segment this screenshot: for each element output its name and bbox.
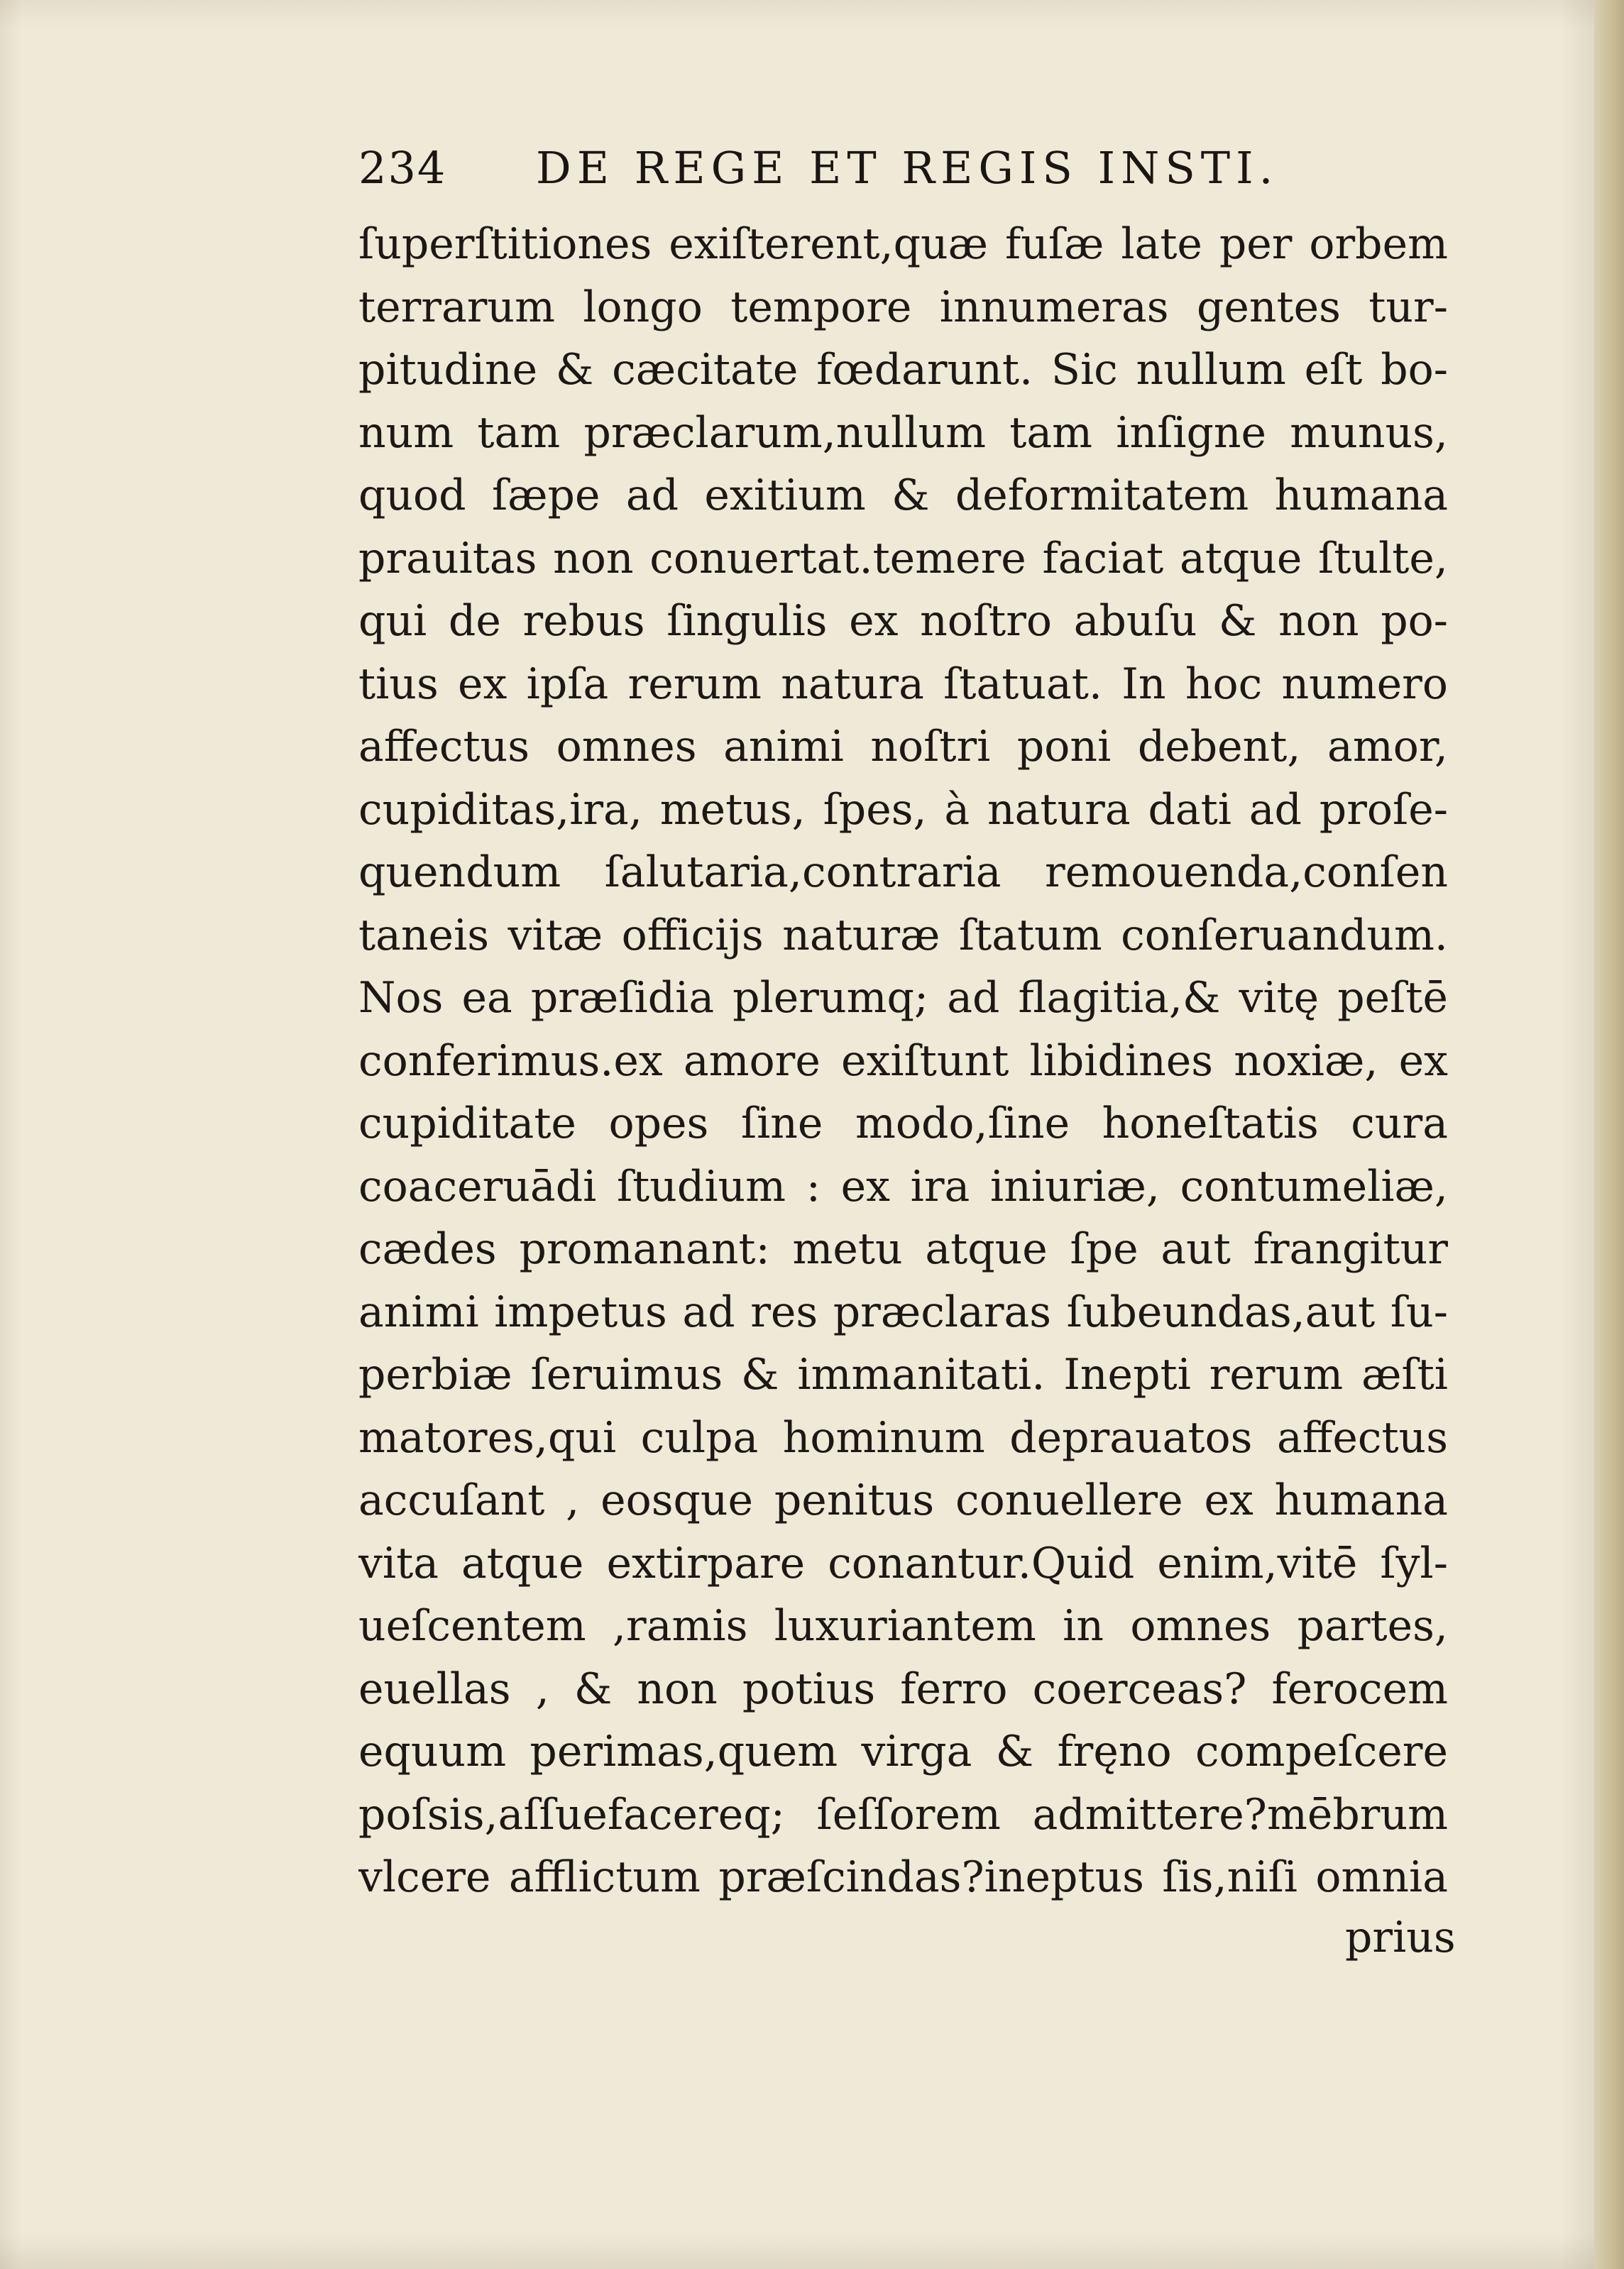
text-line: taneis vitæ officijs naturæ ſtatum conſeruandum. [358,910,1448,960]
running-title: DE REGE ET REGIS INSTI. [536,142,1279,194]
text-line: animi impetus ad res præclaras ſubeundas,aut ſu- [358,1287,1448,1337]
text-line: poſsis,aſſuefacereq; ſeſſorem admittere?mēbrum [358,1789,1448,1840]
page-edge [1594,0,1624,2269]
text-line: tius ex ipſa rerum natura ſtatuat. In hoc numero [358,659,1448,709]
text-line: quendum ſalutaria,contraria remouenda,conſen [358,847,1448,897]
catchword: prius [1345,1913,1456,1962]
text-line: vlcere afflictum præſcindas?ineptus ſis,niſi omnia [358,1852,1448,1902]
text-line: qui de rebus ſingulis ex noſtro abuſu & non po- [358,596,1448,646]
text-line: Nos ea præſidia plerumq; ad flagitia,& vitę peſtē [358,973,1448,1023]
page-number: 234 [358,142,447,194]
text-line: conferimus.ex amore exiſtunt libidines noxiæ, ex [358,1035,1448,1086]
text-line: coaceruādi ſtudium : ex ira iniuriæ, contumeliæ, [358,1161,1448,1212]
text-line: cædes promanant: metu atque ſpe aut frangitur [358,1224,1448,1274]
text-line: affectus omnes animi noſtri poni debent, amor, [358,722,1448,771]
text-line: ueſcentem ,ramis luxuriantem in omnes partes, [358,1601,1448,1651]
text-line: ſuperſtitiones exiſterent,quæ fuſæ late per orbem [358,219,1448,269]
page-header [358,142,1466,220]
text-line: prauitas non conuertat.temere faciat atque ſtulte, [358,533,1448,583]
text-line: quod ſæpe ad exitium & deformitatem humana [358,471,1448,520]
text-line: num tam præclarum,nullum tam inſigne munus, [358,407,1448,458]
text-line: euellas , & non potius ferro coerceas? ferocem [358,1664,1448,1714]
text-line: cupiditate opes ſine modo,ſine honeſtatis cura [358,1099,1448,1148]
body-text [358,213,1448,1909]
text-line: pitudine & cæcitate fœdarunt. Sic nullum eſt bo- [358,345,1448,395]
text-line: matores,qui culpa hominum deprauatos affectus [358,1412,1448,1463]
text-line: perbiæ ſeruimus & immanitati. Inepti rerum æſti [358,1350,1448,1400]
text-line: accuſant , eosque penitus conuellere ex humana [358,1476,1448,1525]
text-line: equum perimas,quem virga & fręno compeſcere [358,1727,1448,1776]
text-line: vita atque extirpare conantur.Quid enim,vitē ſyl- [358,1538,1448,1588]
text-line: cupiditas,ira, metus, ſpes, à natura dati ad proſe- [358,784,1448,835]
text-line: terrarum longo tempore innumeras gentes tur- [358,282,1448,332]
